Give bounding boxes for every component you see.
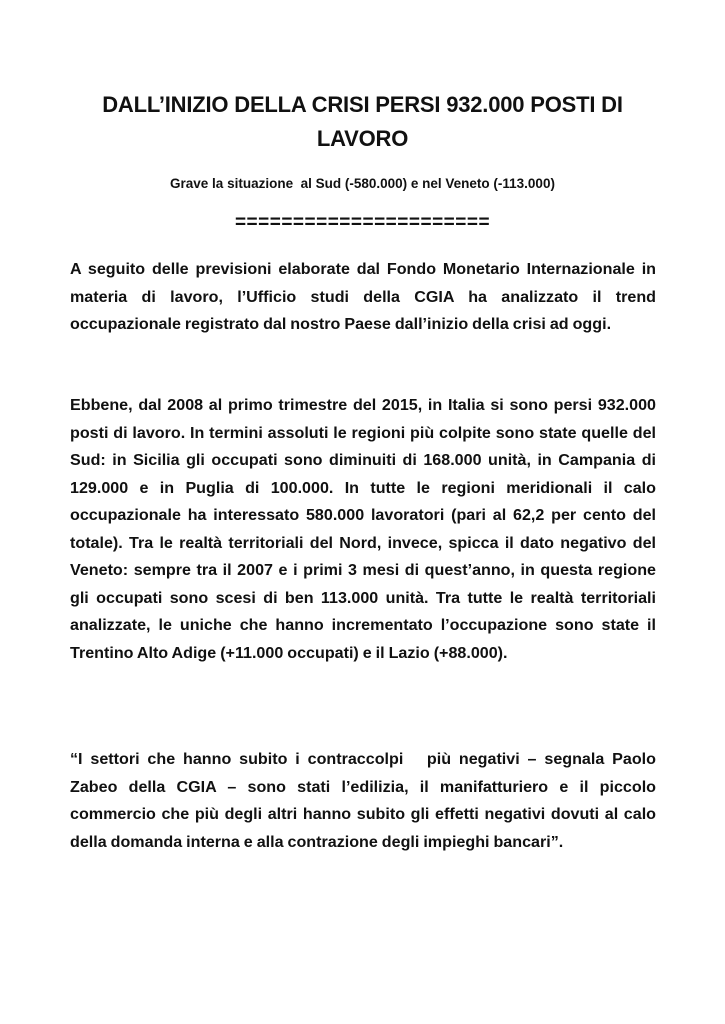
document-title: DALL’INIZIO DELLA CRISI PERSI 932.000 POSTI DI LAVORO <box>102 92 623 151</box>
divider-line: ====================== <box>234 212 491 233</box>
paragraph-quote: “I settori che hanno subito i contraccolpi più negativi – segnala Paolo Zabeo della CGIA – sono stati l’edilizia, il manifatturiero e il piccolo commercio che più degli altri hanno subito gli effetti negativi dovuti al calo della domanda interna e alla contrazione degli impieghi bancari”. <box>70 750 660 851</box>
paragraph-intro: A seguito delle previsioni elaborate dal Fondo Monetario Internazionale in materia di lavoro, l’Ufficio studi della CGIA ha analizzato il trend occupazionale registrato dal nostro Paese dall’inizio della crisi ad oggi. <box>70 260 660 333</box>
paragraph-data: Ebbene, dal 2008 al primo trimestre del 2015, in Italia si sono persi 932.000 posti di lavoro. In termini assoluti le regioni più colpite sono state quelle del Sud: in Sicilia gli occupati sono diminuiti di 168.000 unità, in Campania di 129.000 e in Puglia di 100.000. In tutte le regioni meridionali il calo occupazionale ha interessato 580.000 lavoratori (pari al 62,2 per cento del totale). Tra le realtà territoriali del Nord, invece, spicca il dato negativo del Veneto: sempre tra il 2007 e i primi 3 mesi di quest’anno, in questa regione gli occupati sono scesi di ben 113.000 unità. Tra tutte le realtà territoriali analizzate, le uniche che hanno incrementato l’occupazione sono state il Trentino Alto Adige (+11.000 occupati) e il Lazio (+88.000). <box>70 396 660 662</box>
document-subtitle: Grave la situazione al Sud (-580.000) e nel Veneto (-113.000) <box>170 176 555 191</box>
